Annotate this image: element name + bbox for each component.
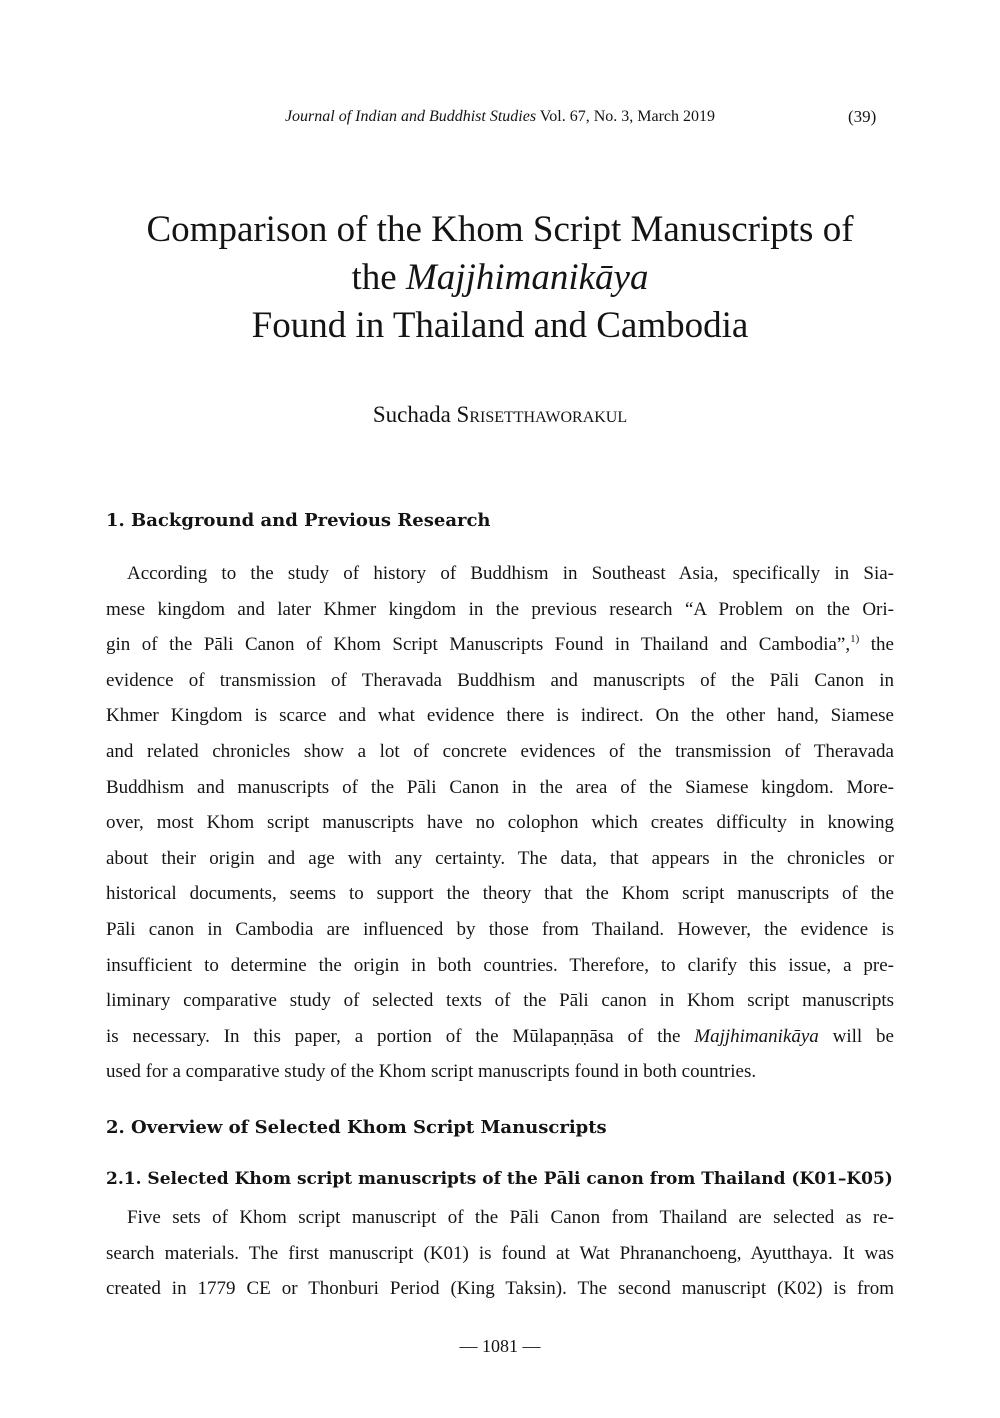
paragraph-line: search materials. The first manuscript (K01) is found at Wat Phrananchoeng, Ayutthaya. It was [106, 1242, 894, 1264]
author-given-name: Suchada [372, 402, 457, 427]
paragraph-line: liminary comparative study of selected texts of the Pāli canon in Khom script manuscripts [106, 990, 894, 1012]
paragraph-line: mese kingdom and later Khmer kingdom in the previous research “A Problem on the Ori- [106, 598, 894, 620]
paragraph-line [106, 627, 894, 663]
paragraph-line: over, most Khom script manuscripts have no colophon which creates difficulty in knowing [106, 812, 894, 834]
paper-title [0, 206, 1000, 350]
paragraph-line: historical documents, seems to support the theory that the Khom script manuscripts of the [106, 883, 894, 905]
title-line-2-prefix: the [351, 257, 406, 298]
paragraph-line: Pāli canon in Cambodia are influenced by those from Thailand. However, the evidence is [106, 918, 894, 940]
section-1-paragraph [106, 556, 894, 1090]
subsection-2-1-heading: 2.1. Selected Khom script manuscripts of the Pāli canon from Thailand (K01–K05) [106, 1169, 893, 1189]
page-marker: (39) [848, 107, 877, 126]
paragraph-line: about their origin and age with any certainty. The data, that appears in the chronicles or [106, 847, 894, 869]
paragraph-line: Buddhism and manuscripts of the Pāli Canon in the area of the Siamese kingdom. More- [106, 776, 894, 798]
section-2-paragraph [106, 1200, 894, 1307]
paragraph-line [106, 1019, 894, 1055]
volume-info: Vol. 67, No. 3, March 2019 [536, 108, 716, 125]
line-tail: will be [818, 1025, 894, 1047]
footnote-reference[interactable]: 1) [850, 633, 860, 646]
section-1-heading: 1. Background and Previous Research [106, 510, 491, 531]
paragraph-line: Khmer Kingdom is scarce and what evidence there is indirect. On the other hand, Siamese [106, 705, 894, 727]
title-italic-term: Majjhimanikāya [405, 257, 649, 298]
paragraph-line: Five sets of Khom script manuscript of the Pāli Canon from Thailand are selected as re- [127, 1207, 894, 1228]
page-number: — 1081 — [459, 1336, 541, 1356]
title-line-1: Comparison of the Khom Script Manuscripts of [146, 209, 854, 250]
paragraph-line: insufficient to determine the origin in both countries. Therefore, to clarify this issue, a pre- [106, 954, 894, 976]
title-line-3: Found in Thailand and Cambodia [251, 305, 749, 346]
section-2-heading: 2. Overview of Selected Khom Script Manuscripts [106, 1117, 607, 1138]
line-text: is necessary. In this paper, a portion of the Mūlapaṇṇāsa of the [106, 1025, 695, 1047]
journal-name: Journal of Indian and Buddhist Studies [284, 108, 537, 125]
paragraph-line: and related chronicles show a lot of concrete evidences of the transmission of Theravada [106, 740, 894, 762]
line-text: gin of the Pāli Canon of Khom Script Manuscripts Found in Thailand and Cambodia”, [106, 634, 851, 656]
line-tail: the [859, 634, 894, 656]
paragraph-line: evidence of transmission of Theravada Buddhism and manuscripts of the Pāli Canon in [106, 669, 894, 691]
italic-term: Majjhimanikāya [694, 1025, 819, 1047]
title-line-2 [0, 254, 1000, 302]
paragraph-line: created in 1779 CE or Thonburi Period (King Taksin). The second manuscript (K02) is from [106, 1278, 894, 1300]
paragraph-line: used for a comparative study of the Khom script manuscripts found in both countries. [106, 1061, 757, 1083]
author-surname: Srisetthaworakul [456, 402, 628, 427]
paragraph-line: According to the study of history of Buddhism in Southeast Asia, specifically in Sia- [127, 563, 894, 584]
author-name [0, 400, 1000, 430]
